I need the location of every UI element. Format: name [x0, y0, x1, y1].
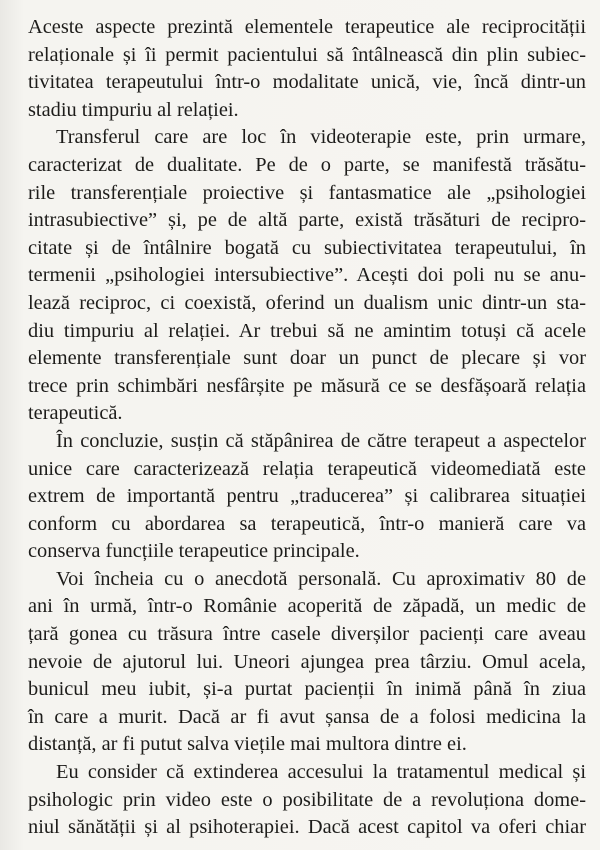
text-line: lează reciproc, ci coexistă, oferind un dualism unic dintr-un sta-: [28, 291, 586, 314]
text-line: tivitatea terapeutului într-o modalitate unică, vie, încă dintr-un: [28, 71, 586, 94]
text-line: rile transferențiale proiective și fantasmatice ale „psihologiei: [28, 181, 586, 204]
text-line: distanță, ar fi putut salva viețile mai multora dintre ei.: [28, 733, 467, 756]
text-line: intrasubiective” și, pe de altă parte, există trăsături de recipro-: [28, 209, 586, 232]
text-line: stadiu timpuriu al relației.: [28, 98, 239, 121]
paragraph: [28, 759, 586, 842]
text-line: diu timpuriu al relației. Ar trebui să ne amintim totuși că acele: [28, 319, 586, 342]
text-line: conform cu abordarea sa terapeutică, într-o manieră care va: [28, 512, 586, 535]
text-line: relaționale și îi permit pacientului să întâlnească din plin subiec-: [28, 43, 586, 66]
text-line: Eu consider că extinderea accesului la tratamentul medical și: [56, 761, 586, 784]
text-line: Transferul care are loc în videoterapie este, prin urmare,: [56, 126, 586, 149]
text-line: citate și de întâlnire bogată cu subiectivitatea terapeutului, în: [28, 236, 586, 259]
text-line: ani în urmă, într-o Românie acoperită de zăpadă, un medic de: [28, 595, 586, 618]
text-line: terapeutică.: [28, 402, 123, 425]
text-line: elemente transferențiale sunt doar un punct de plecare și vor: [28, 347, 586, 370]
text-line: psihologic prin video este o posibilitate de a revoluționa dome-: [28, 788, 586, 811]
text-line: Voi încheia cu o anecdotă personală. Cu aproximativ 80 de: [56, 567, 586, 590]
paragraph: [28, 566, 586, 759]
text-line: caracterizat de dualitate. Pe de o parte, se manifestă trăsătu-: [28, 153, 586, 176]
paragraph: [28, 124, 586, 428]
paragraph: [28, 14, 586, 124]
paragraph: [28, 428, 586, 566]
text-line: țară gonea cu trăsura între casele diverșilor pacienți care aveau: [28, 623, 586, 646]
text-line: Aceste aspecte prezintă elementele terapeutice ale reciprocității: [28, 16, 586, 38]
text-line: în care a murit. Dacă ar fi avut șansa de a folosi medicina la: [28, 705, 586, 728]
text-line: trece prin schimbări nesfârșite pe măsură ce se desfășoară relația: [28, 374, 586, 397]
text-line: bunicul meu iubit, și-a purtat pacienții în inimă până în ziua: [28, 678, 586, 701]
text-line: nevoie de ajutorul lui. Uneori ajungea prea târziu. Omul acela,: [28, 650, 586, 673]
text-line: unice care caracterizează relația terapeutică videomediată este: [28, 457, 586, 480]
text-line: termenii „psihologiei intersubiective”. Acești doi poli nu se anu-: [28, 264, 586, 287]
text-line: niul sănătății și al psihoterapiei. Dacă acest capitol va oferi chiar: [28, 816, 586, 839]
text-line: conserva funcțiile terapeutice principale.: [28, 540, 360, 563]
text-line: extrem de importantă pentru „traducerea” și calibrarea situației: [28, 485, 586, 508]
text-line: În concluzie, susțin că stăpânirea de către terapeut a aspectelor: [56, 429, 586, 452]
